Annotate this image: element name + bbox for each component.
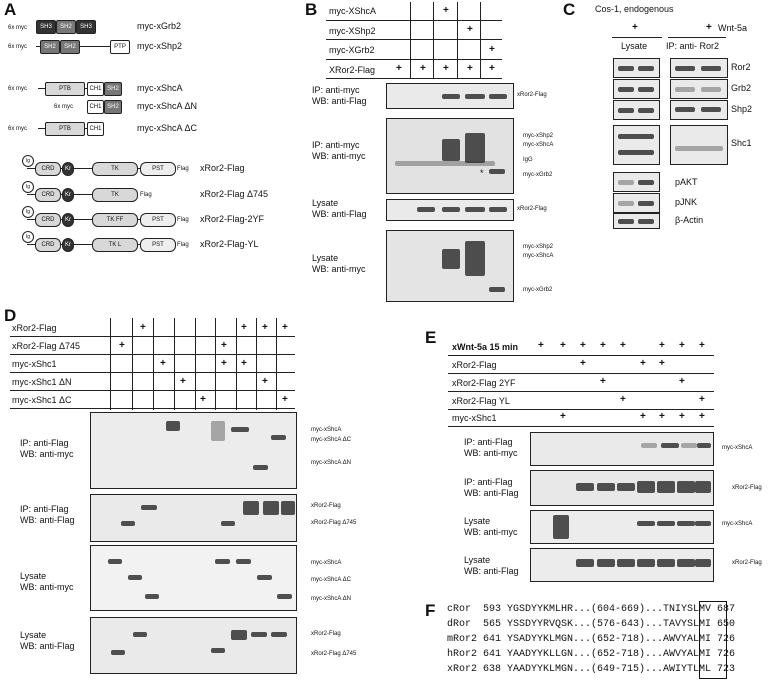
row-label: xRor2-Flag 2YF <box>452 378 516 388</box>
band-label: xRor2-Flag <box>311 503 341 509</box>
band-label: myc-xShcA <box>311 427 342 433</box>
protein-label: β-Actin <box>675 215 704 225</box>
domain-sh3: SH3 <box>36 20 56 34</box>
row-label: xRor2-Flag Δ745 <box>12 341 81 351</box>
protein-label: Ror2 <box>731 62 751 72</box>
flag-tag: Flag <box>177 217 189 223</box>
row-label: xRor2-Flag <box>452 360 497 370</box>
blot-b2 <box>386 118 514 194</box>
row-label: myc-XShcA <box>329 6 377 16</box>
band-label: xRor2-Flag <box>311 631 341 637</box>
band-label: xRor2-Flag <box>517 92 547 98</box>
domain-sh2: SH2 <box>40 40 60 54</box>
domain-crd: CRD <box>35 213 61 227</box>
blot-d1 <box>90 412 297 489</box>
band-label: xRor2-Flag <box>732 485 762 491</box>
blot-c-ror2-ip <box>670 58 728 78</box>
sequence-line: cRor 593 YGSDYYKMLHR...(604-669)...TNIYSLMV 687 <box>447 604 736 615</box>
sequence-line: hRor2 641 YAADYYKLLGN...(652-718)...AWVYALMI 726 <box>447 649 736 660</box>
blot-c-pjnk <box>613 193 660 213</box>
band-label: myc-xShp2 <box>523 133 554 139</box>
blot-c-ror2-lysate <box>613 58 660 78</box>
band-label: xRor2-Flag <box>732 560 762 566</box>
band-label: myc-xShcA <box>722 521 753 527</box>
band-label: myc-xShp2 <box>523 244 554 250</box>
protein-label: Grb2 <box>731 83 752 93</box>
domain-sh3: SH3 <box>76 20 96 34</box>
blot-c-shp2-lysate <box>613 100 660 120</box>
wnt5a-label: Wnt-5a <box>718 23 748 33</box>
domain-ptb: PTB <box>45 122 85 136</box>
protein-label: pJNK <box>675 197 698 207</box>
flag-tag: Flag <box>177 242 189 248</box>
domain-crd: CRD <box>35 162 61 176</box>
blot-label: IP: anti-Flag WB: anti-myc <box>20 438 74 459</box>
panel-letter-f: F <box>425 601 436 620</box>
band-label: xRor2-Flag Δ745 <box>311 520 357 526</box>
domain-sh2: SH2 <box>56 20 76 34</box>
domain-pst: PST <box>140 213 176 227</box>
blot-c-shc1-lysate <box>613 125 660 165</box>
blot-label: Lysate WB: anti-Flag <box>312 198 367 219</box>
band-label: myc-xShcA <box>311 560 342 566</box>
blot-label: Lysate WB: anti-Flag <box>20 630 75 651</box>
panel-letter-a: A <box>4 0 17 19</box>
blot-d3 <box>90 545 297 611</box>
band-label: myc-xGrb2 <box>523 287 553 293</box>
domain-ig: Ig <box>22 181 34 193</box>
band-label: IgG <box>523 157 533 163</box>
row-label: myc-xShc1 <box>452 413 497 423</box>
blot-label: Lysate WB: anti-myc <box>20 571 74 592</box>
row-label: myc-XShp2 <box>329 26 376 36</box>
nonspecific-star: * <box>480 168 484 178</box>
protein-label: Shp2 <box>731 104 753 114</box>
domain-tk: TK L <box>92 238 138 252</box>
blot-e1 <box>530 432 714 466</box>
domain-kr: Kr <box>62 162 74 176</box>
row-label: XRor2-Flag <box>329 65 376 75</box>
construct-label: myc-xShp2 <box>137 41 183 51</box>
blot-e4 <box>530 548 714 582</box>
row-label: myc-xShc1 ΔC <box>12 395 72 405</box>
construct-label: xRor2-Flag Δ745 <box>200 189 269 199</box>
blot-d4 <box>90 617 297 674</box>
domain-tk: TK FF <box>92 213 138 227</box>
group-label-lysate: Lysate <box>621 41 648 51</box>
domain-ig: Ig <box>22 206 34 218</box>
band-label: myc-xShcA ΔC <box>311 577 352 583</box>
blot-label: IP: anti-myc WB: anti-myc <box>312 140 366 161</box>
domain-ig: Ig <box>22 155 34 167</box>
domain-ch1: CH1 <box>87 100 104 114</box>
blot-label: Lysate WB: anti-myc <box>464 516 518 537</box>
protein-label: Shc1 <box>731 138 752 148</box>
blot-d2 <box>90 494 297 542</box>
band-label: myc-xShcA ΔC <box>311 437 352 443</box>
band-label: myc-xShcA ΔN <box>311 460 352 466</box>
domain-ch1: CH1 <box>87 82 104 96</box>
domain-tk: TK <box>92 162 138 176</box>
domain-ptp: PTP <box>110 40 130 54</box>
myc-tag-label: 6x myc <box>8 86 28 92</box>
construct-label: xRor2-Flag-2YF <box>200 214 265 224</box>
panel-letter-c: C <box>563 0 576 19</box>
flag-tag: Flag <box>140 192 152 198</box>
construct-label: myc-xShcA ΔN <box>137 101 198 111</box>
myc-tag-label: 6x myc <box>8 25 28 31</box>
row-label: xRor2-Flag <box>12 323 57 333</box>
domain-sh2: SH2 <box>104 82 122 96</box>
panel-c-title: Cos-1, endogenous <box>595 4 674 14</box>
domain-ptb: PTB <box>45 82 85 96</box>
blot-b3 <box>386 199 514 221</box>
flag-tag: Flag <box>177 166 189 172</box>
band-label: myc-xGrb2 <box>523 172 553 178</box>
domain-ch1: CH1 <box>87 122 104 136</box>
blot-e2 <box>530 470 714 506</box>
blot-c-shc1-ip <box>670 125 728 165</box>
construct-label: myc-xShcA ΔC <box>137 123 198 133</box>
construct-label: myc-xGrb2 <box>137 21 182 31</box>
panel-letter-b: B <box>305 0 318 19</box>
sequence-line: dRor 565 YSSDYYRVQSK...(576-643)...TAVYSLMI 650 <box>447 619 736 630</box>
domain-ig: Ig <box>22 231 34 243</box>
construct-label: myc-xShcA <box>137 83 183 93</box>
band-label: myc-xShcA <box>722 445 753 451</box>
myc-tag-label: 6x myc <box>8 44 28 50</box>
blot-label: IP: anti-myc WB: anti-Flag <box>312 85 367 106</box>
blot-label: Lysate WB: anti-Flag <box>464 555 519 576</box>
blot-c-grb2-lysate <box>613 79 660 99</box>
panel-letter-d: D <box>4 306 17 325</box>
domain-kr: Kr <box>62 238 74 252</box>
blot-label: IP: anti-Flag WB: anti-myc <box>464 437 518 458</box>
group-label-ip: IP: anti- Ror2 <box>666 41 720 51</box>
domain-crd: CRD <box>35 238 61 252</box>
motif-box <box>699 601 727 679</box>
panel-letter-e: E <box>425 328 437 347</box>
domain-crd: CRD <box>35 188 61 202</box>
blot-c-actin <box>613 213 660 229</box>
domain-kr: Kr <box>62 188 74 202</box>
blot-label: IP: anti-Flag WB: anti-Flag <box>20 504 75 525</box>
blot-label: IP: anti-Flag WB: anti-Flag <box>464 477 519 498</box>
myc-tag-label: 6x myc <box>8 126 28 132</box>
construct-label: xRor2-Flag <box>200 163 245 173</box>
domain-sh2: SH2 <box>104 100 122 114</box>
sequence-line: mRor2 641 YSADYYKLMGN...(652-718)...AWVYALMI 726 <box>447 634 736 645</box>
blot-c-pakt <box>613 172 660 192</box>
row-label: myc-xShc1 ΔN <box>12 377 72 387</box>
row-label: xRor2-Flag YL <box>452 396 510 406</box>
sequence-line: xRor2 638 YAADYYKLMGN...(649-715)...AWIYTLML 723 <box>447 664 736 675</box>
blot-b1 <box>386 83 514 109</box>
domain-kr: Kr <box>62 213 74 227</box>
blot-b4 <box>386 230 514 302</box>
protein-label: pAKT <box>675 177 698 187</box>
domain-sh2: SH2 <box>60 40 80 54</box>
band-label: xRor2-Flag Δ745 <box>311 651 357 657</box>
band-label: myc-xShcA ΔN <box>311 596 352 602</box>
blot-c-grb2-ip <box>670 79 728 99</box>
construct-label: xRor2-Flag-YL <box>200 239 259 249</box>
band-label: xRor2-Flag <box>517 206 547 212</box>
row-label: xWnt-5a 15 min <box>452 342 519 352</box>
blot-e3 <box>530 510 714 544</box>
myc-tag-label: 6x myc <box>54 104 74 110</box>
blot-label: Lysate WB: anti-myc <box>312 253 366 274</box>
row-label: myc-XGrb2 <box>329 45 375 55</box>
domain-tk: TK <box>92 188 138 202</box>
row-label: myc-xShc1 <box>12 359 57 369</box>
domain-pst: PST <box>140 162 176 176</box>
band-label: myc-xShcA <box>523 142 554 148</box>
band-label: myc-xShcA <box>523 253 554 259</box>
domain-pst: PST <box>140 238 176 252</box>
blot-c-shp2-ip <box>670 100 728 120</box>
